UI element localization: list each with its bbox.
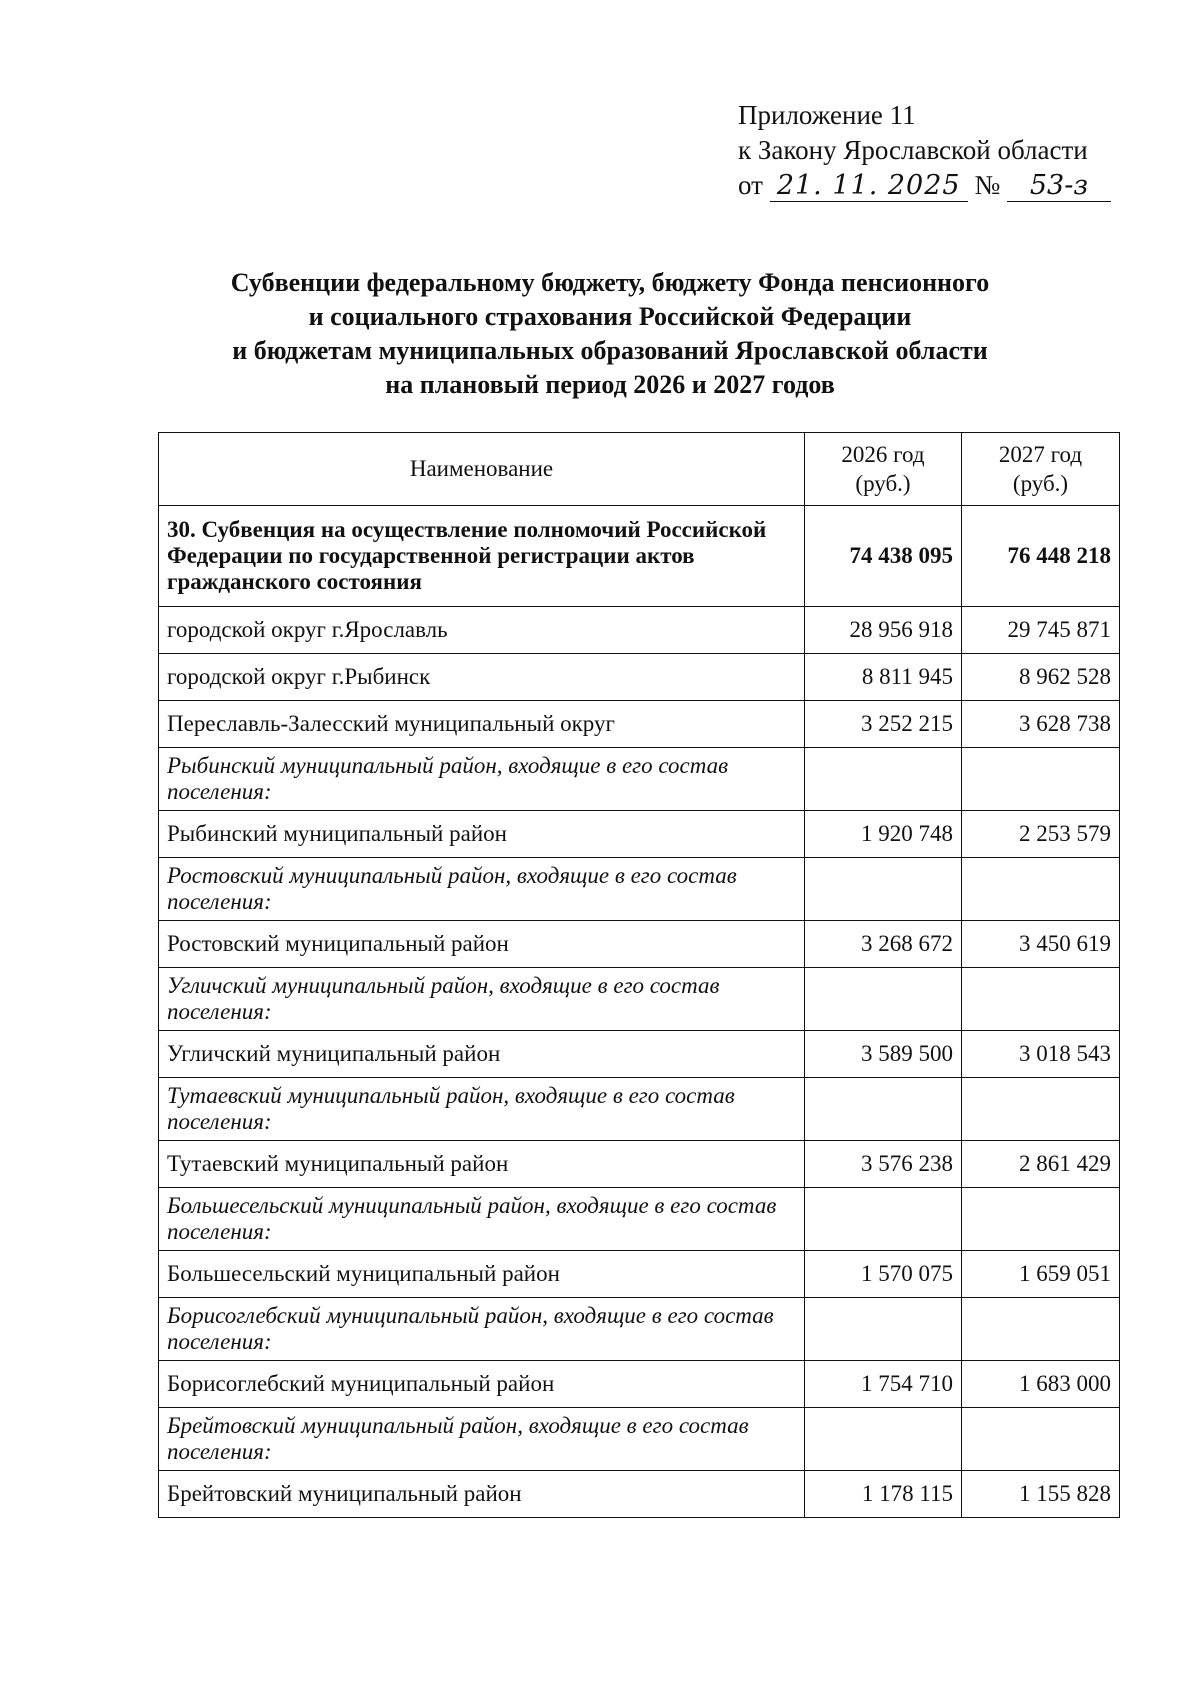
row-value-2026: 28 956 918 (805, 607, 962, 654)
row-value-2027: 2 253 579 (962, 811, 1120, 858)
table-row (159, 1251, 1120, 1298)
row-name-cell: Угличский муниципальный район (159, 1031, 805, 1078)
row-name-cell: Угличский муниципальный район, входящие в его состав поселения: (159, 968, 805, 1031)
column-header-2027-unit: (руб.) (1012, 471, 1069, 496)
row-name-cell: Большесельский муниципальный район (159, 1251, 805, 1298)
row-name-cell: Брейтовский муниципальный район (159, 1471, 805, 1518)
table-row-group-heading (159, 858, 1120, 921)
column-header-2026 (805, 433, 962, 506)
handwritten-date: 21. 11. 2025 (770, 171, 968, 202)
row-value-2026: 74 438 095 (805, 506, 962, 607)
row-name-cell: Тутаевский муниципальный район, входящие в его состав поселения: (159, 1078, 805, 1141)
row-value-2026 (805, 1298, 962, 1361)
row-value-2026: 1 754 710 (805, 1361, 962, 1408)
table-row-total (159, 506, 1120, 607)
row-value-2026: 3 589 500 (805, 1031, 962, 1078)
law-reference: к Закону Ярославской области (738, 135, 1088, 165)
row-value-2027 (962, 858, 1120, 921)
row-value-2027: 3 018 543 (962, 1031, 1120, 1078)
row-value-2026 (805, 968, 962, 1031)
row-name-cell: городской округ г.Рыбинск (159, 654, 805, 701)
row-value-2027 (962, 1078, 1120, 1141)
law-date-line (738, 168, 1111, 203)
row-value-2027: 8 962 528 (962, 654, 1120, 701)
row-value-2027: 1 155 828 (962, 1471, 1120, 1518)
row-value-2027 (962, 1408, 1120, 1471)
row-name-cell: Большесельский муниципальный район, входящие в его состав поселения: (159, 1188, 805, 1251)
row-value-2026 (805, 1188, 962, 1251)
column-header-2026-year: 2026 год (841, 442, 925, 467)
column-header-2027-year: 2027 год (998, 442, 1083, 467)
table-row (159, 1471, 1120, 1518)
row-name-cell: Рыбинский муниципальный район (159, 811, 805, 858)
row-value-2026: 3 252 215 (805, 701, 962, 748)
row-value-2027 (962, 748, 1120, 811)
row-value-2027: 1 659 051 (962, 1251, 1120, 1298)
row-name-cell: Рыбинский муниципальный район, входящие в его состав поселения: (159, 748, 805, 811)
row-name-cell: Борисоглебский муниципальный район, входящие в его состав поселения: (159, 1298, 805, 1361)
row-value-2027: 3 450 619 (962, 921, 1120, 968)
row-value-2026: 1 920 748 (805, 811, 962, 858)
row-value-2026: 3 576 238 (805, 1141, 962, 1188)
appendix-number: Приложение 11 (738, 100, 916, 130)
column-header-2026-unit: (руб.) (855, 471, 911, 496)
row-value-2026 (805, 1408, 962, 1471)
row-value-2027 (962, 968, 1120, 1031)
row-value-2026: 8 811 945 (805, 654, 962, 701)
table-row (159, 701, 1120, 748)
row-name-cell: Ростовский муниципальный район (159, 921, 805, 968)
row-value-2026 (805, 748, 962, 811)
table-row-group-heading (159, 1298, 1120, 1361)
row-value-2027 (962, 1298, 1120, 1361)
document-title (140, 266, 1080, 402)
row-value-2026: 1 570 075 (805, 1251, 962, 1298)
table-row (159, 607, 1120, 654)
table-row (159, 811, 1120, 858)
row-name-cell: городской округ г.Ярославль (159, 607, 805, 654)
row-value-2027: 29 745 871 (962, 607, 1120, 654)
row-value-2027: 3 628 738 (962, 701, 1120, 748)
table-body (159, 506, 1120, 1518)
table-row (159, 921, 1120, 968)
title-line-4: на плановый период 2026 и 2027 годов (385, 370, 835, 399)
table-row-group-heading (159, 968, 1120, 1031)
table-row-group-heading (159, 1188, 1120, 1251)
row-value-2027: 1 683 000 (962, 1361, 1120, 1408)
row-value-2026 (805, 858, 962, 921)
subvention-table (158, 432, 1120, 1518)
row-value-2026: 3 268 672 (805, 921, 962, 968)
number-label: № (974, 170, 1001, 200)
table-row-group-heading (159, 1408, 1120, 1471)
title-line-1: Субвенции федеральному бюджету, бюджету Фонда пенсионного (230, 268, 990, 297)
row-name-cell: Брейтовский муниципальный район, входящие в его состав поселения: (159, 1408, 805, 1471)
table-row (159, 1141, 1120, 1188)
row-name-cell: Борисоглебский муниципальный район (159, 1361, 805, 1408)
column-header-2027 (962, 433, 1120, 506)
row-value-2027 (962, 1188, 1120, 1251)
table-row (159, 654, 1120, 701)
table-header-row (159, 433, 1120, 506)
row-value-2027: 76 448 218 (962, 506, 1120, 607)
row-value-2027: 2 861 429 (962, 1141, 1120, 1188)
from-label: от (738, 170, 763, 200)
column-header-name: Наименование (159, 433, 805, 506)
row-name-cell: Переславль-Залесский муниципальный округ (159, 701, 805, 748)
row-name-cell: 30. Субвенция на осуществление полномочий Российской Федерации по государственной регистрации актов гражданского состояния (159, 506, 805, 607)
appendix-header (738, 98, 1111, 203)
row-value-2026: 1 178 115 (805, 1471, 962, 1518)
title-line-2: и социального страхования Российской Федерации (308, 302, 912, 331)
table-row-group-heading (159, 1078, 1120, 1141)
table-row (159, 1361, 1120, 1408)
table-row (159, 1031, 1120, 1078)
title-line-3: и бюджетам муниципальных образований Ярославской области (232, 336, 988, 365)
row-name-cell: Тутаевский муниципальный район (159, 1141, 805, 1188)
row-value-2026 (805, 1078, 962, 1141)
table-row-group-heading (159, 748, 1120, 811)
handwritten-number: 53-з (1007, 171, 1111, 202)
row-name-cell: Ростовский муниципальный район, входящие в его состав поселения: (159, 858, 805, 921)
